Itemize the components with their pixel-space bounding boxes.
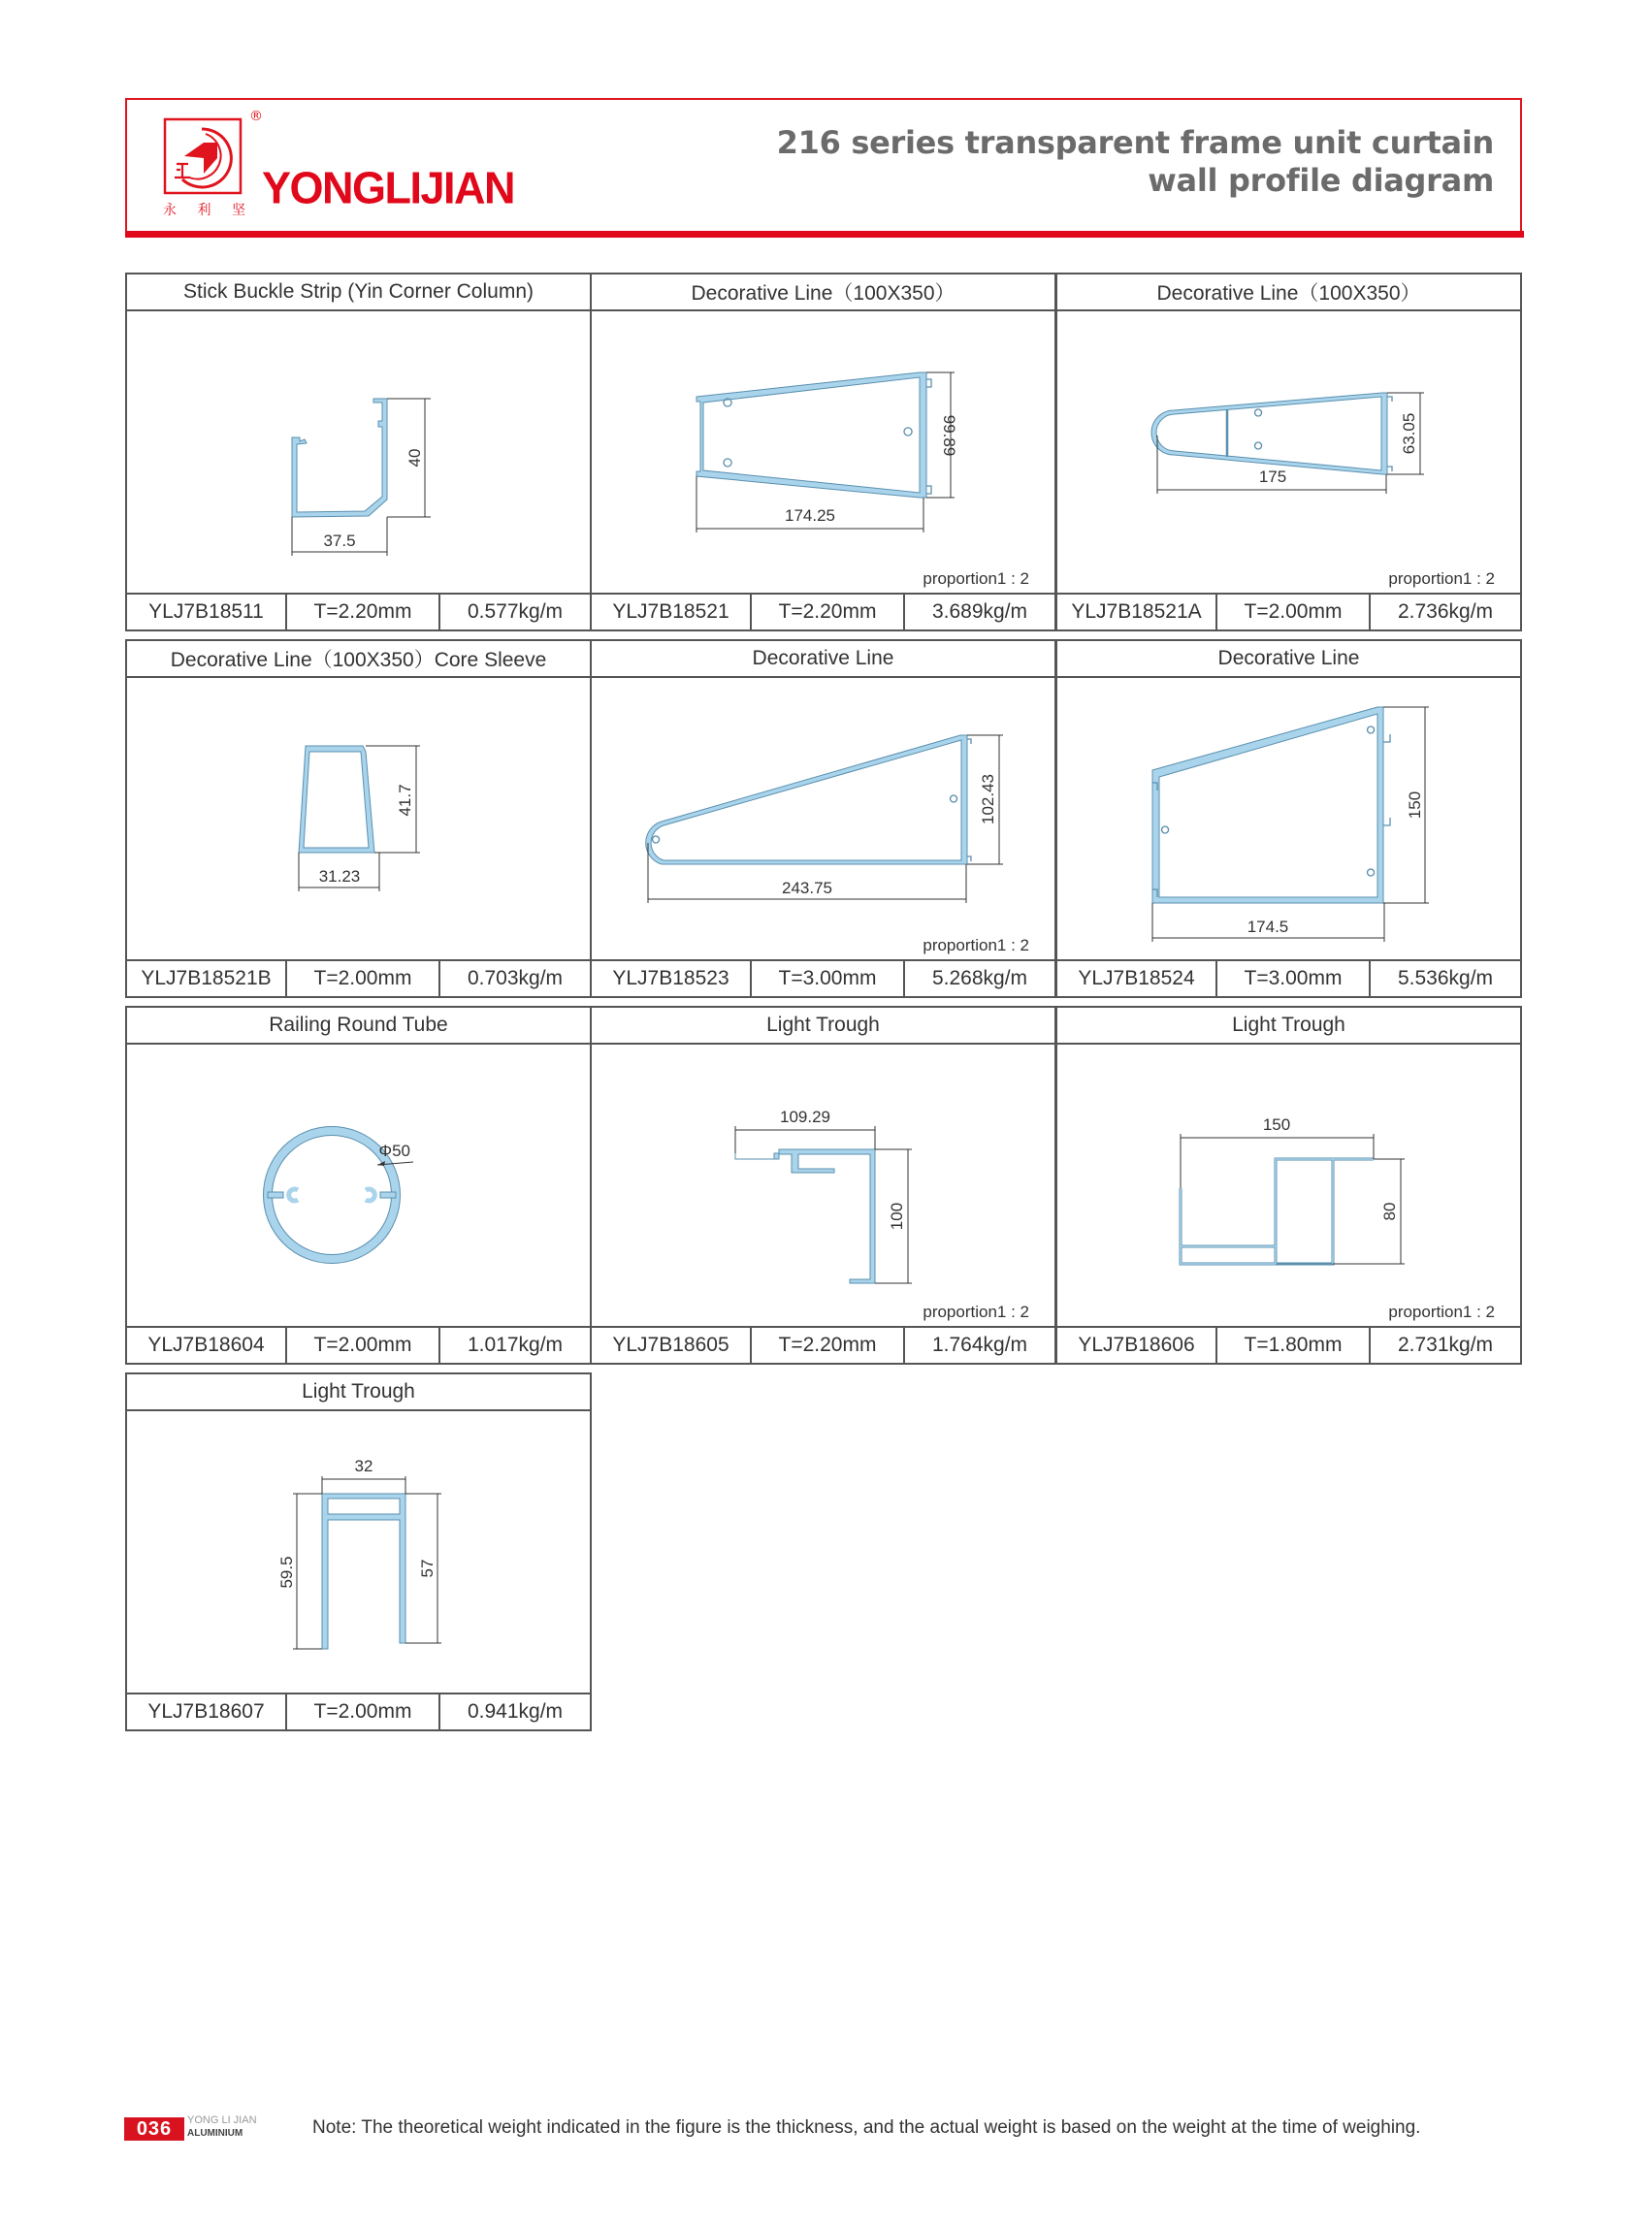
footer-note: Note: The theoretical weight indicated in the figure is the thickness, and the actual weight is based on the weight at the time of weighing. [312,2117,1421,2138]
profile-drawing [592,311,1054,595]
profile-drawing [127,678,590,961]
profile-code: YLJ7B18521B [127,961,287,996]
profile-specs [592,595,1054,629]
page-title [777,124,1494,200]
registered-mark: ® [249,109,263,124]
svg-text:59.5: 59.5 [277,1556,296,1589]
profile-card [125,273,592,631]
profile-weight: 5.536kg/m [1397,967,1494,989]
profile-thickness: T=2.20mm [752,595,905,629]
profile-title: Light Trough [592,1008,1054,1045]
profile-drawing [127,311,590,595]
profile-code: YLJ7B18521 [592,595,752,629]
profile-section-diagram [592,1045,1054,1326]
profile-thickness: T=2.20mm [752,1328,905,1363]
profile-specs [1057,595,1520,629]
svg-text:102.43: 102.43 [979,774,997,824]
profile-section-diagram [592,311,1054,593]
profile-title: Stick Buckle Strip (Yin Corner Column) [127,274,590,311]
svg-text:63.05: 63.05 [1400,412,1418,455]
svg-text:40: 40 [405,448,424,468]
svg-text:150: 150 [1406,790,1424,820]
profile-title: Decorative Line（100X350） [1057,274,1520,311]
profile-title: Railing Round Tube [127,1008,590,1045]
profile-code: YLJ7B18511 [127,595,287,629]
profile-code: YLJ7B18607 [127,1694,287,1729]
profile-weight: 2.736kg/m [1397,600,1494,623]
page-number: 036 [124,2117,184,2141]
profile-drawing [1057,1045,1520,1328]
profile-card [125,1006,592,1365]
profile-specs [1057,1328,1520,1363]
profile-card [1055,273,1522,631]
svg-text:99.89: 99.89 [940,414,958,457]
profile-section-diagram [1057,311,1520,593]
brand-cn-char: 永 [163,203,177,218]
profile-drawing [1057,311,1520,595]
profile-section-diagram [127,1411,590,1693]
profile-card [125,639,592,998]
profile-weight: 0.577kg/m [467,600,564,623]
profile-code: YLJ7B18605 [592,1328,752,1363]
profile-weight: 0.703kg/m [467,967,564,989]
page-title-line-1: 216 series transparent frame unit curtain [776,124,1494,161]
svg-text:57: 57 [418,1559,437,1578]
profile-title: Decorative Line（100X350）Core Sleeve [127,641,590,678]
profile-card [590,1006,1056,1365]
profile-code: YLJ7B18524 [1057,961,1217,996]
footer-brand-line-1: YONG LI JIAN [187,2114,257,2126]
profile-section-diagram [592,678,1054,959]
profile-title: Light Trough [127,1374,590,1411]
brand-logo-icon [163,117,243,195]
profile-drawing [127,1411,590,1694]
profile-card [1055,639,1522,998]
profile-weight: 0.941kg/m [467,1700,564,1723]
profile-specs [592,1328,1054,1363]
svg-text:Φ50: Φ50 [378,1142,410,1160]
profile-card [590,639,1056,998]
header-red-band [125,231,1524,238]
svg-text:175: 175 [1258,468,1287,486]
svg-text:174.25: 174.25 [785,506,835,525]
profile-drawing [127,1045,590,1328]
profile-thickness: T=2.00mm [287,961,440,996]
svg-text:80: 80 [1380,1202,1399,1221]
profile-card [590,273,1056,631]
page-title-line-2: wall profile diagram [1148,162,1494,199]
svg-text:100: 100 [888,1202,906,1231]
profile-section-diagram [127,1045,590,1326]
svg-text:109.29: 109.29 [780,1108,830,1126]
profile-section-diagram [127,311,590,593]
profile-section-diagram [1057,678,1520,959]
profile-thickness: T=3.00mm [752,961,905,996]
profile-thickness: T=2.00mm [287,1694,440,1729]
profile-title: Decorative Line（100X350） [592,274,1054,311]
svg-text:243.75: 243.75 [782,879,832,897]
profile-weight: 1.017kg/m [467,1334,564,1356]
profile-specs [592,961,1054,996]
svg-text:37.5: 37.5 [323,532,356,550]
profile-title: Light Trough [1057,1008,1520,1045]
brand-chinese-name [163,200,245,219]
profile-thickness: T=2.00mm [287,1328,440,1363]
scale-proportion: proportion1 : 2 [923,569,1029,588]
profile-title: Decorative Line [1057,641,1520,678]
profile-weight: 2.731kg/m [1397,1334,1494,1356]
footer-brand [187,2114,257,2140]
profile-thickness: T=2.00mm [1217,595,1371,629]
profile-specs [1057,961,1520,996]
svg-text:150: 150 [1262,1115,1291,1134]
profile-code: YLJ7B18523 [592,961,752,996]
profile-thickness: T=2.20mm [287,595,440,629]
scale-proportion: proportion1 : 2 [923,1303,1029,1321]
svg-text:174.5: 174.5 [1247,918,1289,936]
profile-code: YLJ7B18604 [127,1328,287,1363]
profile-section-diagram [1057,1045,1520,1326]
svg-text:41.7: 41.7 [396,784,414,817]
profile-specs [127,1328,590,1363]
profile-weight: 3.689kg/m [931,600,1028,623]
brand-cn-char: 坚 [232,203,245,218]
profile-specs [127,1694,590,1729]
profile-card [125,1372,592,1731]
profile-code: YLJ7B18606 [1057,1328,1217,1363]
profile-thickness: T=3.00mm [1217,961,1371,996]
footer-brand-line-2: ALUMINIUM [187,2128,243,2139]
profile-drawing [592,1045,1054,1328]
svg-text:31.23: 31.23 [318,867,361,886]
scale-proportion: proportion1 : 2 [1388,569,1495,588]
profile-weight: 1.764kg/m [931,1334,1028,1356]
svg-text:32: 32 [354,1457,373,1475]
profile-section-diagram [127,678,590,959]
profile-specs [127,961,590,996]
scale-proportion: proportion1 : 2 [1388,1303,1495,1321]
profile-specs [127,595,590,629]
brand-cn-char: 利 [197,203,211,218]
profile-weight: 5.268kg/m [931,967,1028,989]
profile-code: YLJ7B18521A [1057,595,1217,629]
profile-drawing [592,678,1054,961]
profile-card [1055,1006,1522,1365]
brand-name: YONGLIJIAN [262,162,515,213]
profile-drawing [1057,678,1520,961]
scale-proportion: proportion1 : 2 [923,936,1029,954]
profile-thickness: T=1.80mm [1217,1328,1371,1363]
profile-title: Decorative Line [592,641,1054,678]
